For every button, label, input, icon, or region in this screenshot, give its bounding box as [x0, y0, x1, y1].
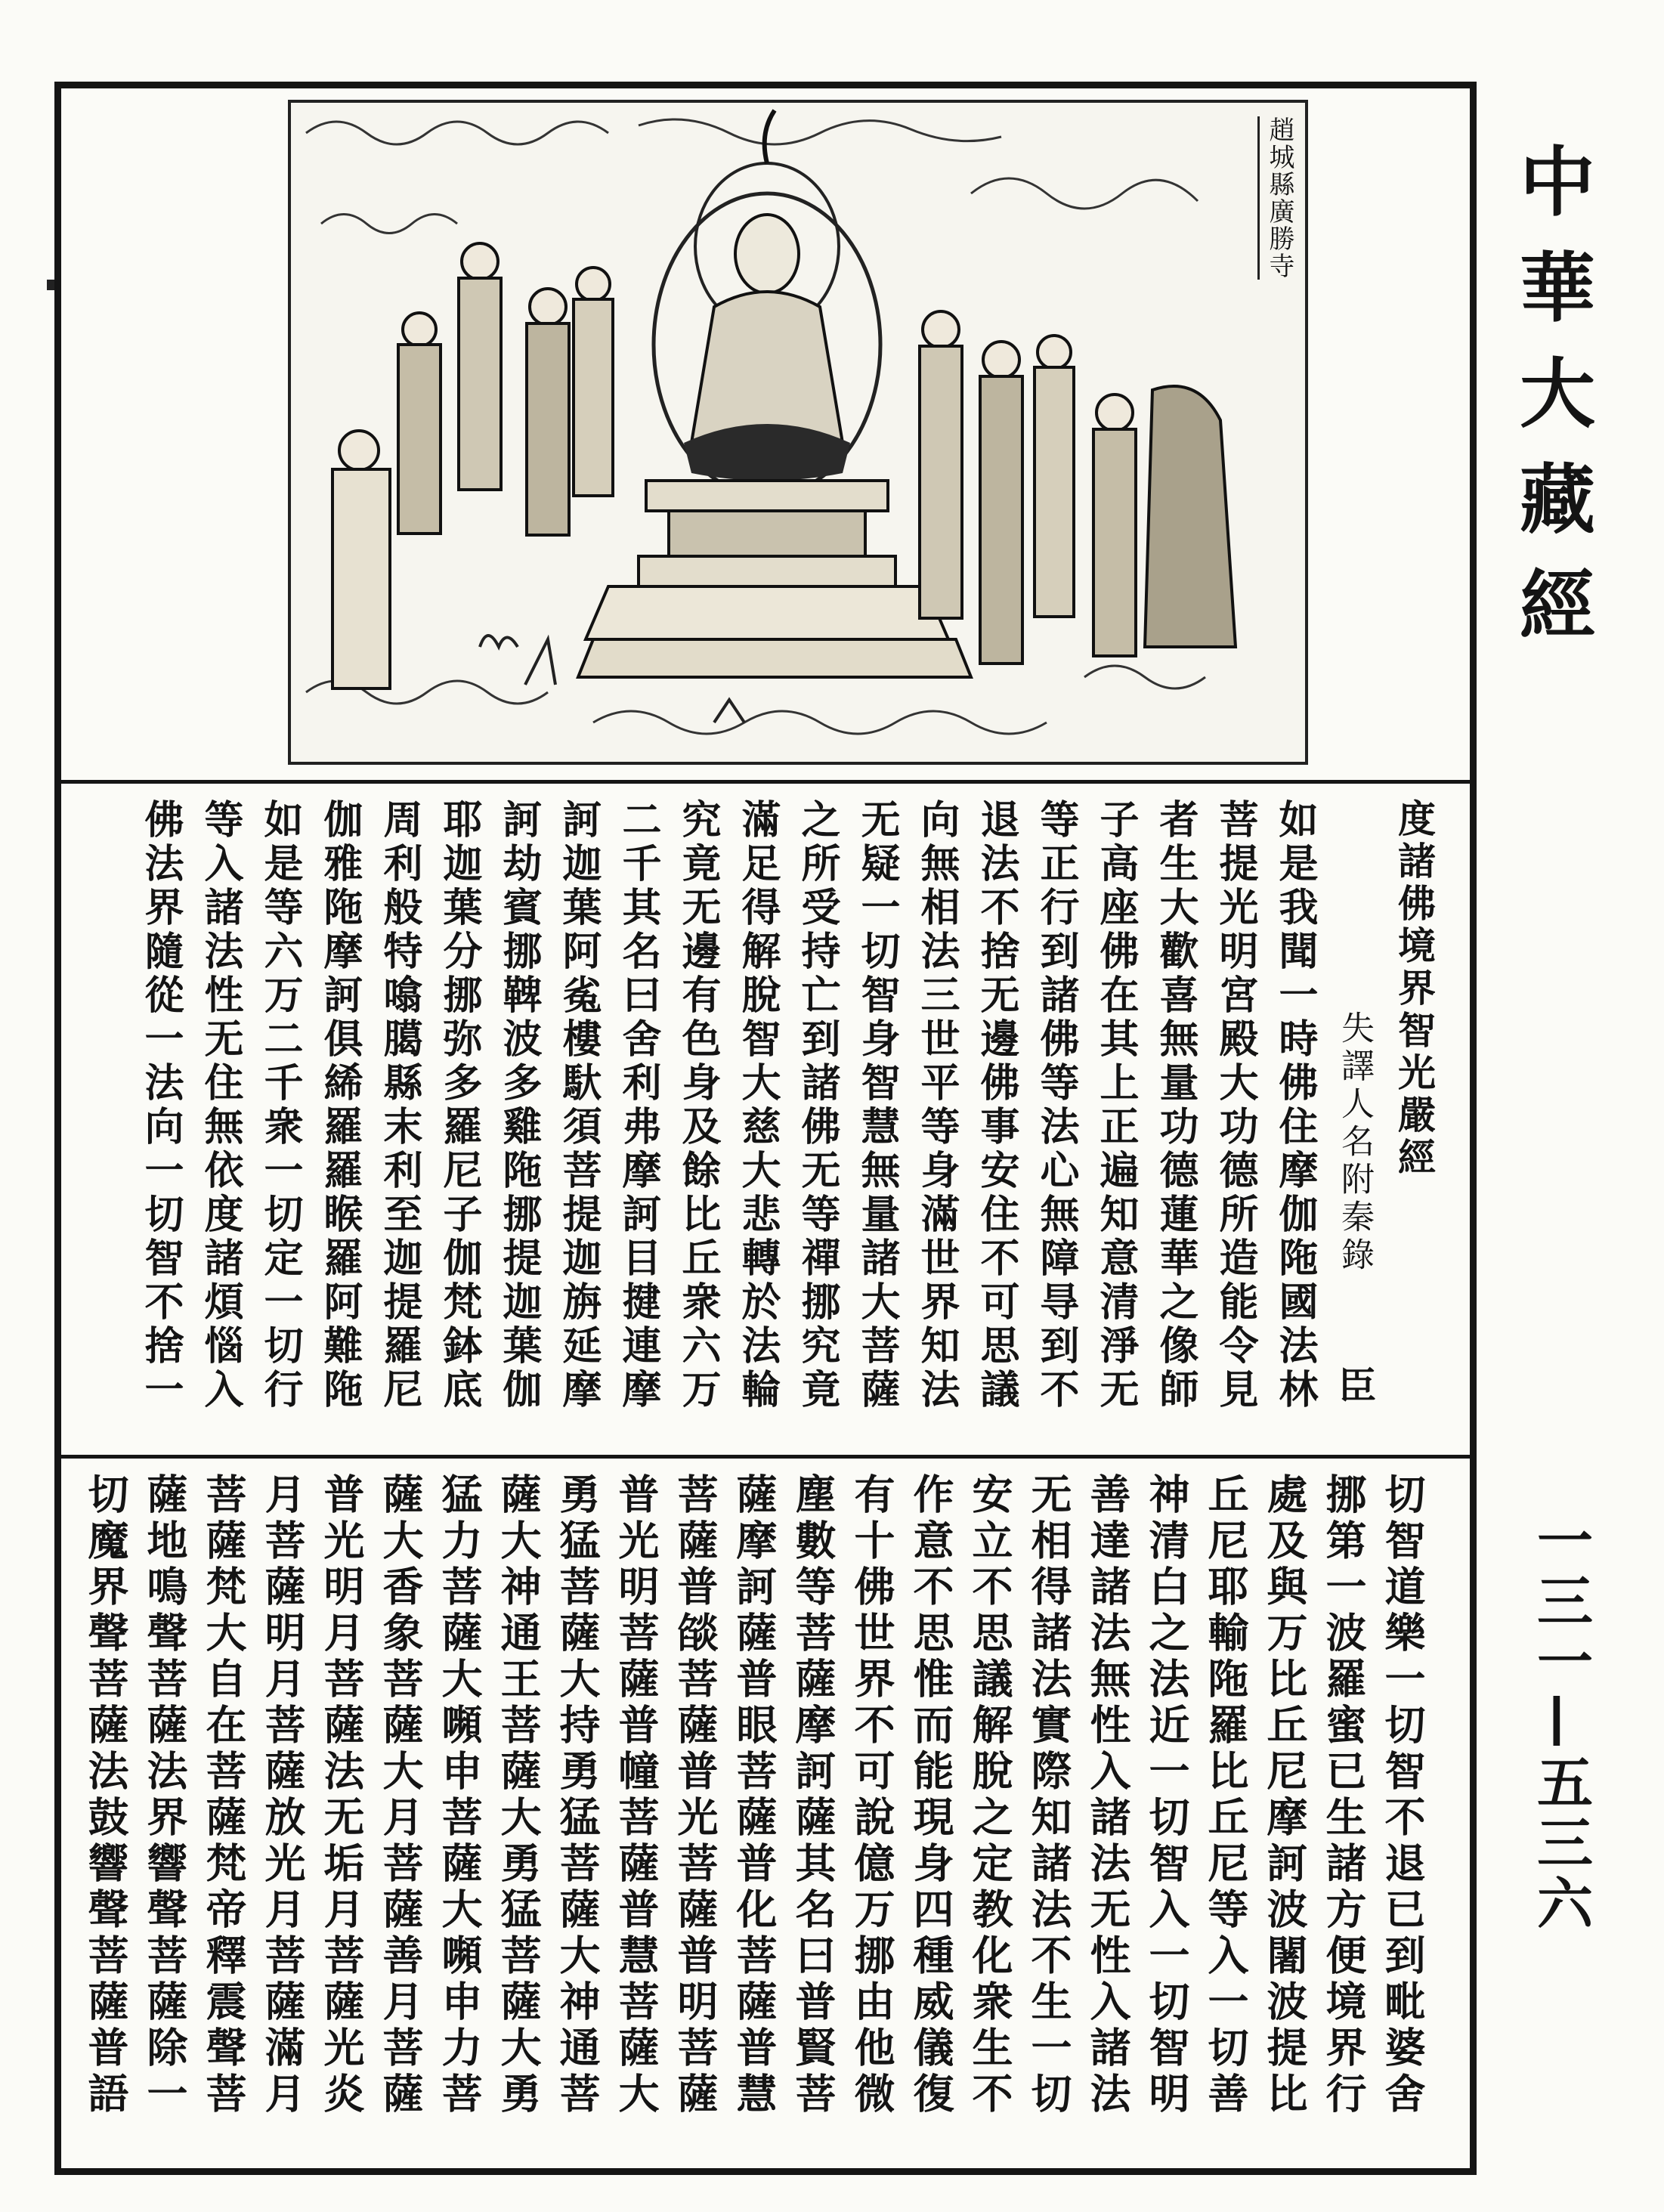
buddha-assembly-woodblock [291, 103, 1305, 762]
text-column: 塵數等菩薩摩訶薩其名曰普賢菩 [789, 1473, 837, 2118]
text-column: 无疑一切智身智慧無量諸大菩薩 [854, 799, 900, 1412]
text-column: 菩薩梵大自在菩薩梵帝釋震聲菩 [199, 1473, 248, 2118]
text-column: 滿足得解脫智大慈大悲轉於法輪 [735, 799, 781, 1412]
translator-line [1325, 799, 1384, 1441]
text-column: 如是等六万二千衆一切定一切行 [257, 799, 303, 1412]
collection-title: 中華大藏經 [1507, 142, 1596, 671]
text-column: 神清白之法近一切智入一切智明 [1143, 1473, 1191, 2118]
text-column: 薩大神通王菩薩大勇猛菩薩大勇 [494, 1473, 543, 2118]
text-column: 无相得諸法實際知諸法不生一切 [1025, 1473, 1073, 2118]
translator-note: 失譯人名附秦錄 [1335, 1010, 1374, 1275]
text-column: 切魔界聲菩薩法鼓響聲菩薩普語 [82, 1473, 130, 2118]
text-column: 子高座佛在其上正遍知意清淨无 [1093, 799, 1139, 1412]
section-divider [61, 1455, 1470, 1459]
text-column: 二千其名曰舍利弗摩訶目揵連摩 [615, 799, 661, 1412]
vertical-text-block [131, 799, 1444, 1441]
text-column: 善達諸法無性入諸法无性入諸法 [1084, 1473, 1132, 2118]
text-column: 切智道樂一切智不退已到毗婆舍 [1378, 1473, 1427, 2118]
minister-mark: 臣 [1332, 1366, 1377, 1408]
text-column: 猛力菩薩大嚬申菩薩大嚬申力菩 [435, 1473, 484, 2118]
text-column: 薩摩訶薩普眼菩薩普化菩薩普慧 [730, 1473, 778, 2118]
text-column: 等入諸法性无住無依度諸煩惱入 [197, 799, 243, 1412]
margin-mark [47, 280, 54, 290]
text-column: 普光明菩薩普幢菩薩普慧菩薩大 [612, 1473, 660, 2118]
text-column: 菩薩普燄菩薩普光菩薩普明菩薩 [671, 1473, 719, 2118]
text-column: 薩地鳴聲菩薩法界響聲菩薩除一 [141, 1473, 189, 2118]
sutra-title: 度諸佛境界智光嚴經 [1392, 799, 1437, 1180]
vertical-text-block [76, 1473, 1432, 2161]
text-column: 處及與万比丘尼摩訶波闍波提比 [1260, 1473, 1309, 2118]
sutra-text-section-2 [61, 1465, 1470, 2168]
page-number: 一三一—五三六 [1528, 1511, 1593, 1935]
text-column: 者生大歡喜無量功德蓮華之像師 [1152, 799, 1199, 1412]
text-column: 之所受持亡到諸佛无等禪挪究竟 [794, 799, 840, 1412]
text-column: 月菩薩明月菩薩放光月菩薩滿月 [258, 1473, 307, 2118]
text-column: 作意不思惟而能現身四種威儀復 [907, 1473, 955, 2118]
text-column: 耶迦葉分挪弥多羅尼子伽梵鉢底 [436, 799, 482, 1412]
text-column: 有十佛世界不可說億万挪由他微 [848, 1473, 896, 2118]
text-column: 如是我聞一時佛住摩伽陁國法林 [1272, 799, 1318, 1412]
text-column: 薩大香象菩薩大月菩薩善月菩薩 [376, 1473, 425, 2118]
text-column: 勇猛菩薩大持勇猛菩薩大神通菩 [553, 1473, 602, 2118]
text-column: 挪第一波羅蜜已生諸方便境界行 [1319, 1473, 1368, 2118]
text-column: 究竟无邊有色身及餘比丘衆六万 [675, 799, 721, 1412]
text-column: 訶迦葉阿㝹樓馱須菩提迦旃延摩 [555, 799, 602, 1412]
text-column: 普光明月菩薩法无垢月菩薩光炎 [317, 1473, 366, 2118]
section-divider [61, 780, 1470, 784]
text-column: 安立不思議解脫之定教化衆生不 [966, 1473, 1014, 2118]
text-column: 退法不捨无邊佛事安住不可思議 [973, 799, 1019, 1412]
text-column: 訶劫賓挪鞞波多雞陁挪提迦葉伽 [496, 799, 542, 1412]
text-column: 佛法界隨從一法向一切智不捨一 [138, 799, 184, 1412]
text-column: 周利般特噏臈縣末利至迦提羅尼 [376, 799, 422, 1412]
text-column: 伽雅陁摩訶俱絺羅羅睺羅阿難陁 [317, 799, 363, 1412]
text-column: 菩提光明宮殿大功德所造能令見 [1212, 799, 1258, 1412]
sutra-text-section-1 [61, 791, 1470, 1447]
text-column: 向無相法三世平等身滿世界知法 [914, 799, 960, 1412]
text-column: 等正行到諸佛等法心無障㝵到不 [1033, 799, 1079, 1412]
illustration-label: 趙城縣廣勝寺 [1257, 116, 1296, 280]
text-column: 丘尼耶輸陁羅比丘尼等入一切善 [1202, 1473, 1250, 2118]
page-frame [54, 82, 1477, 2175]
frontispiece-illustration [288, 100, 1308, 765]
